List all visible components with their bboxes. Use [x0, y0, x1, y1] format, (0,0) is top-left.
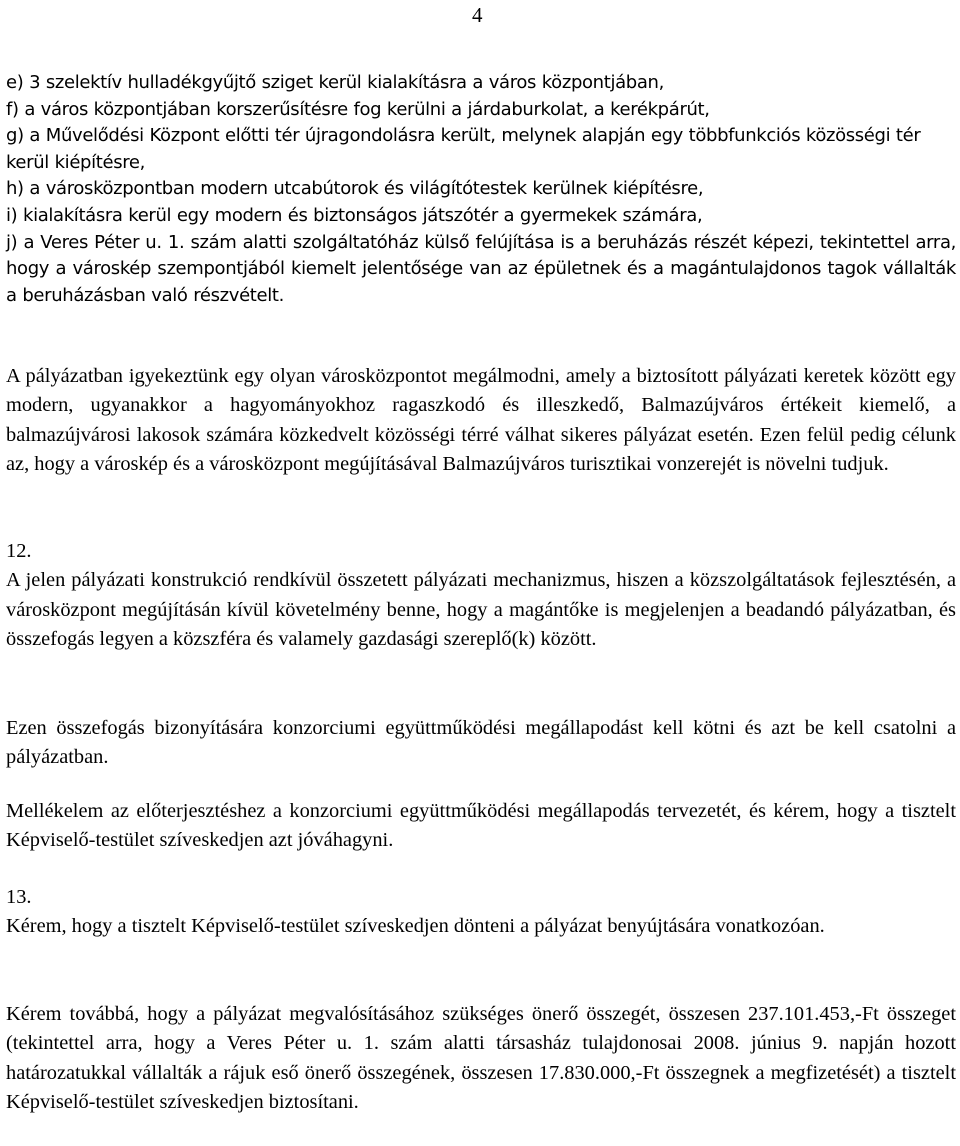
section-13-text: Kérem, hogy a tisztelt Képviselő-testület szíveskedjen dönteni a pályázat benyújtására vonatkozóan. — [6, 915, 825, 938]
vision-text: A pályázatban igyekeztünk egy olyan városközpontot megálmodni, amely a biztosított pályázati keretek között egy modern, ugyanakkor a hagyományokhoz ragaszkodó és illeszkedő, Balmazújváros értékeit kiemelő, a balmazújvárosi lakosok számára közkedvelt közösségi térré válhat sikeres pályázat esetén. Ezen felül pedig célunk az, hogy a városkép és a városközpont megújításával Balmazújváros turisztikai vonzerejét is növelni tudjuk. — [6, 365, 956, 476]
list-item-f: f) a város központjában korszerűsítésre fog kerülni a járdaburkolat, a kerékpárút, — [6, 98, 710, 120]
list-item-j: j) a Veres Péter u. 1. szám alatti szolgáltatóház külső felújítása is a beruházás részét képezi, tekintettel arra, hogy a városkép szempontjából kiemelt jelentősége van az épületnek és a magántulajdonos tagok vállalták a beruházásban való részvételt. — [6, 231, 956, 306]
page-number: 4 — [472, 3, 483, 27]
consortium-text: Ezen összefogás bizonyítására konzorciumi együttműködési megállapodást kell kötni és azt be kell csatolni a pályázatban. — [6, 717, 956, 769]
attachment-paragraph — [6, 797, 956, 856]
list-item-e: e) 3 szelektív hulladékgyűjtő sziget kerül kialakításra a város központjában, — [6, 72, 664, 93]
section-13 — [6, 883, 956, 942]
section-13-number: 13. — [6, 886, 32, 908]
list-item-g: g) a Művelődési Központ előtti tér újragondolásra került, melynek alapján egy többfunkciós közösségi tér kerül kiépítésre, — [6, 125, 921, 173]
consortium-paragraph — [6, 714, 956, 773]
section-12-text: A jelen pályázati konstrukció rendkívül összetett pályázati mechanizmus, hiszen a közszolgáltatások fejlesztésén, a városközpont megújításán kívül követelmény benne, hogy a magántőke is megjelenjen a beadandó pályázatban, és összefogás legyen a közszféra és valamely gazdasági szereplő(k) között. — [6, 569, 956, 651]
own-funds-text: Kérem továbbá, hogy a pályázat megvalósításához szükséges önerő összegét, összesen 237.101.453,-Ft összeget (tekintettel arra, hogy a Veres Péter u. 1. szám alatti társasház tulajdonosai 2008. június 9. napján hozott határozatukkal vállalták a rájuk eső önerő összegének, összesen 17.830.000,-Ft összegnek a megfizetését) a tisztelt Képviselő-testület szíveskedjen biztosítani. — [6, 1003, 956, 1114]
list-item-i: i) kialakításra kerül egy modern és biztonságos játszótér a gyermekek számára, — [6, 204, 703, 226]
attachment-text: Mellékelem az előterjesztéshez a konzorciumi együttműködési megállapodás tervezetét, és kérem, hogy a tisztelt Képviselő-testület szíveskedjen azt jóváhagyni. — [6, 800, 956, 852]
vision-paragraph — [6, 362, 956, 480]
section-12-number: 12. — [6, 540, 32, 562]
project-elements-list — [6, 70, 956, 309]
list-item-h: h) a városközpontban modern utcabútorok és világítótestek kerülnek kiépítésre, — [6, 178, 704, 200]
own-funds-paragraph — [6, 1000, 956, 1118]
section-12 — [6, 537, 956, 655]
